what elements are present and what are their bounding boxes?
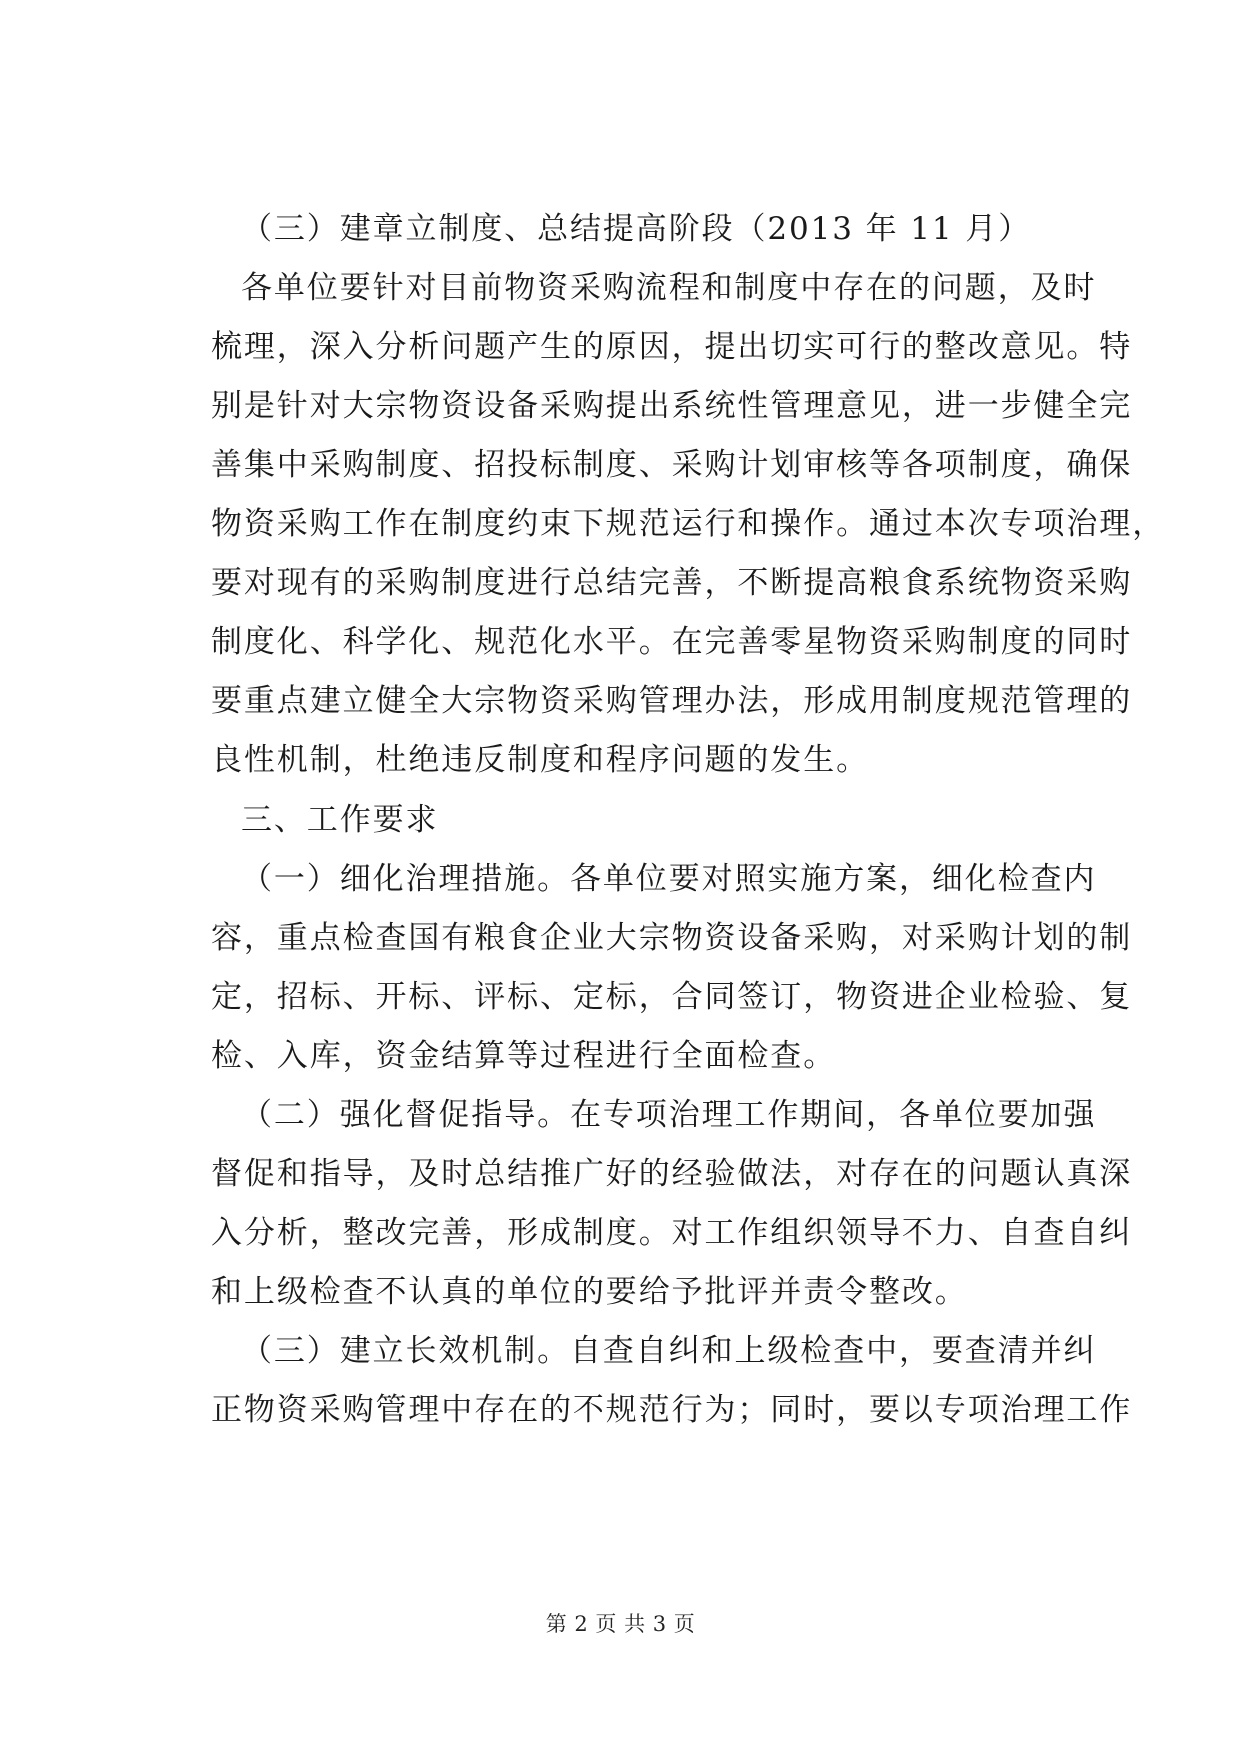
paragraph-line: 要重点建立健全大宗物资采购管理办法，形成用制度规范管理的 (211, 683, 1133, 719)
paragraph-line: 物资采购工作在制度约束下规范运行和操作。通过本次专项治理， (211, 506, 1166, 542)
paragraph-line: 别是针对大宗物资设备采购提出系统性管理意见，进一步健全完 (211, 388, 1133, 424)
paragraph-line: （二）强化督促指导。在专项治理工作期间，各单位要加强 (241, 1097, 1097, 1133)
page-footer: 第 2 页 共 3 页 (545, 1612, 696, 1636)
paragraph-line: 入分析，整改完善，形成制度。对工作组织领导不力、自查自纠 (211, 1215, 1133, 1251)
paragraph-line: （三）建立长效机制。自查自纠和上级检查中，要查清并纠 (241, 1333, 1097, 1369)
paragraph-line: 正物资采购管理中存在的不规范行为；同时，要以专项治理工作 (211, 1392, 1133, 1428)
paragraph-line: 要对现有的采购制度进行总结完善，不断提高粮食系统物资采购 (211, 565, 1133, 601)
paragraph-line: 制度化、科学化、规范化水平。在完善零星物资采购制度的同时 (211, 624, 1133, 660)
paragraph-line: 检、入库，资金结算等过程进行全面检查。 (211, 1038, 837, 1074)
paragraph-line: 督促和指导，及时总结推广好的经验做法，对存在的问题认真深 (211, 1156, 1133, 1192)
paragraph-line: 和上级检查不认真的单位的要给予批评并责令整改。 (211, 1274, 968, 1310)
paragraph-line: 各单位要针对目前物资采购流程和制度中存在的问题，及时 (241, 270, 1097, 306)
paragraph-line: 梳理，深入分析问题产生的原因，提出切实可行的整改意见。特 (211, 329, 1133, 365)
paragraph-line: （一）细化治理措施。各单位要对照实施方案，细化检查内 (241, 861, 1097, 897)
section-heading: 三、工作要求 (241, 802, 439, 838)
paragraph-line: 容，重点检查国有粮食企业大宗物资设备采购，对采购计划的制 (211, 920, 1133, 956)
paragraph-line: 良性机制，杜绝违反制度和程序问题的发生。 (211, 742, 869, 778)
section-heading: （三）建章立制度、总结提高阶段（2013 年 11 月） (241, 211, 1032, 247)
paragraph-line: 善集中采购制度、招投标制度、采购计划审核等各项制度，确保 (211, 447, 1133, 483)
paragraph-line: 定，招标、开标、评标、定标，合同签订，物资进企业检验、复 (211, 979, 1133, 1015)
